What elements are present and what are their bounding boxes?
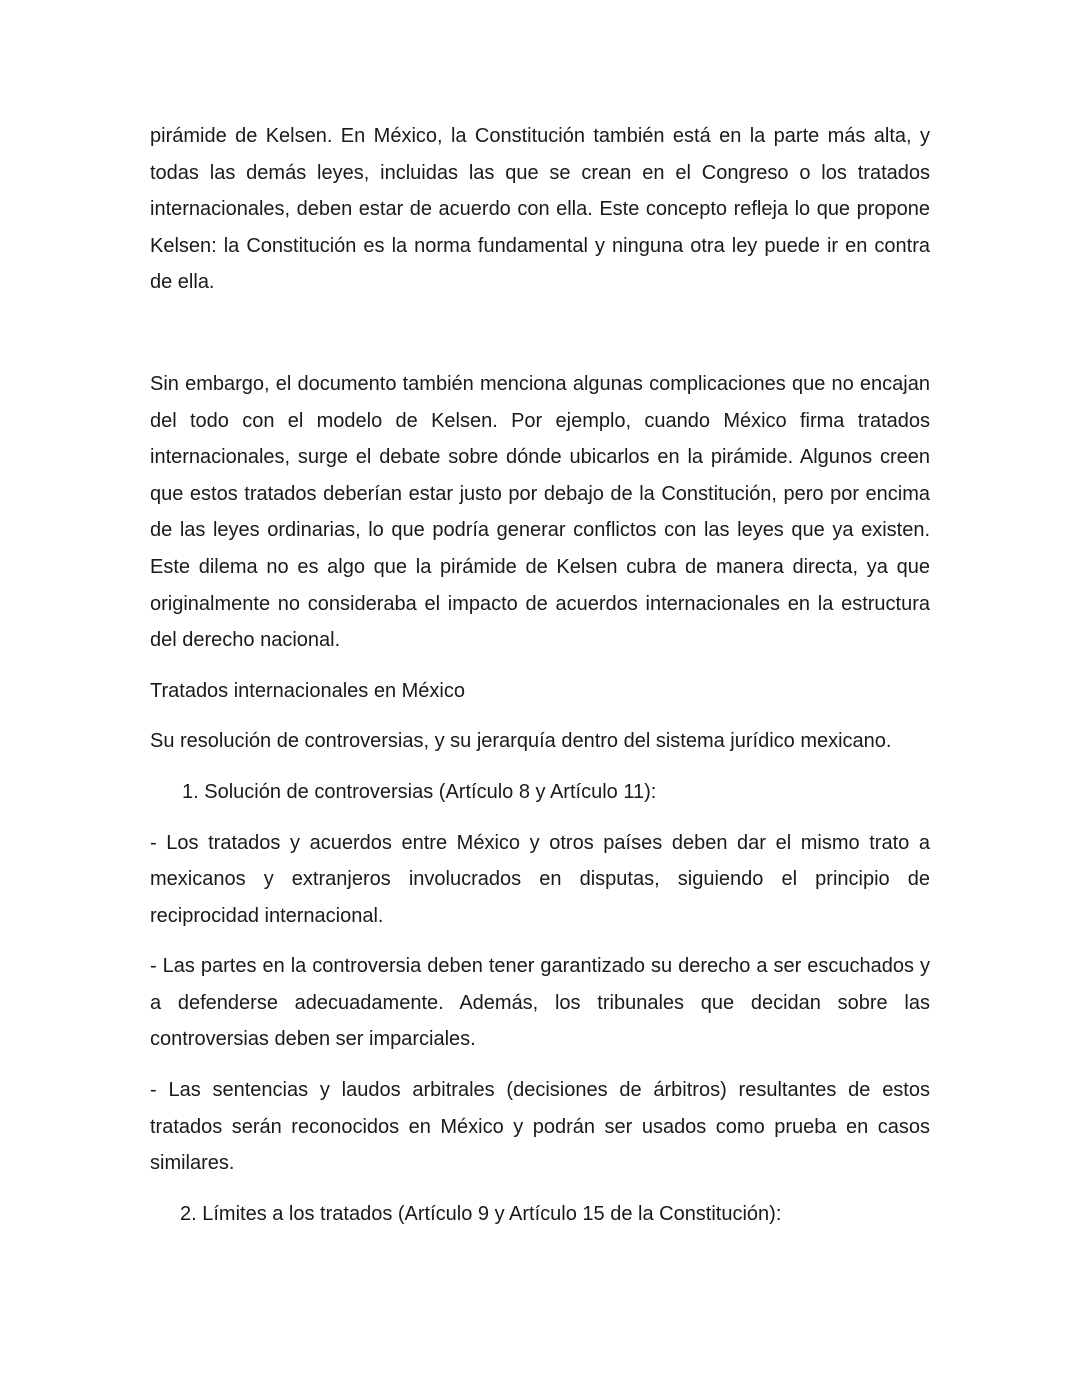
bullet-arbitral-awards: - Las sentencias y laudos arbitrales (decisiones de árbitros) resultantes de estos tratados serán reconocidos en México y podrán ser usados como prueba en casos similares. [150,1079,930,1175]
bullet-right-to-be-heard: - Las partes en la controversia deben tener garantizado su derecho a ser escuchados y a defenderse adecuadamente. Además, los tribunales que decidan sobre las controversias deben ser imparciales. [150,955,930,1051]
document-page [150,118,930,1232]
list-item-treaty-limits: 2. Límites a los tratados (Artículo 9 y Artículo 15 de la Constitución): [180,1202,782,1225]
list-item-controversies: 1. Solución de controversias (Artículo 8 y Artículo 11): [182,780,657,803]
paragraph-kelsen-pyramid: pirámide de Kelsen. En México, la Constitución también está en la parte más alta, y todas las demás leyes, incluidas las que se crean en el Congreso o los tratados internacionales, deben estar de acuerdo con ella. Este concepto refleja lo que propone Kelsen: la Constitución es la norma fundamental y ninguna otra ley puede ir en contra de ella. [150,125,930,294]
section-intro: Su resolución de controversias, y su jerarquía dentro del sistema jurídico mexicano. [150,730,892,753]
bullet-equal-treatment: - Los tratados y acuerdos entre México y otros países deben dar el mismo trato a mexicanos y extranjeros involucrados en disputas, siguiendo el principio de reciprocidad internacional. [150,831,930,927]
section-heading: Tratados internacionales en México [150,679,465,702]
paragraph-complications: Sin embargo, el documento también menciona algunas complicaciones que no encajan del todo con el modelo de Kelsen. Por ejemplo, cuando México firma tratados internacionales, surge el debate sobre dónde ubicarlos en la pirámide. Algunos creen que estos tratados deberían estar justo por debajo de la Constitución, pero por encima de las leyes ordinarias, lo que podría generar conflictos con las leyes que ya existen. Este dilema no es algo que la pirámide de Kelsen cubra de manera directa, ya que originalmente no consideraba el impacto de acuerdos internacionales en la estructura del derecho nacional. [150,372,930,652]
